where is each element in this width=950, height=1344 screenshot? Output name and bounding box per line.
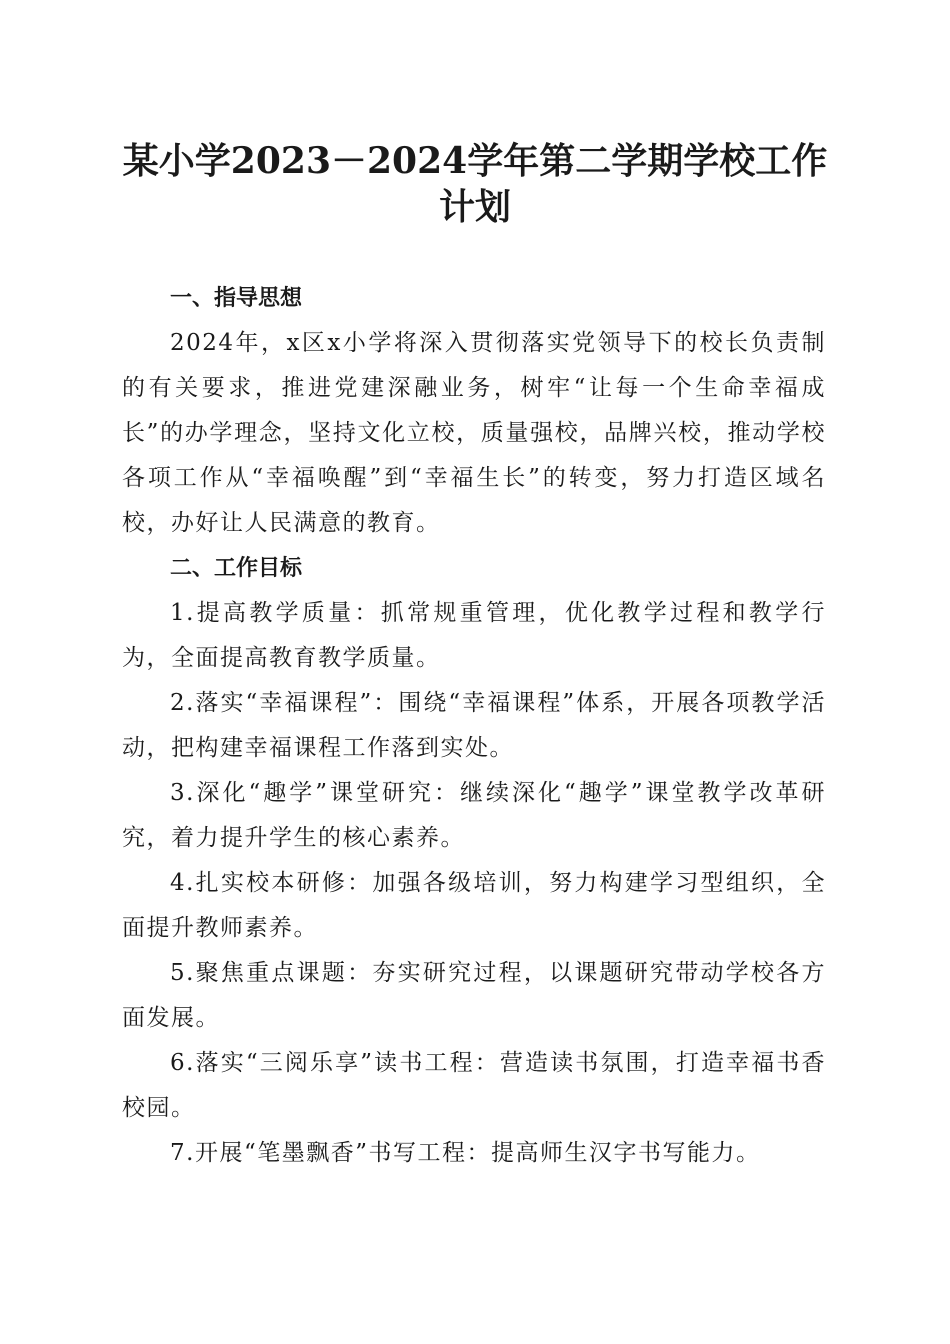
section-heading-guiding-ideology: 一、指导思想 bbox=[170, 286, 303, 311]
goal-item-4: 4.扎实校本研修：加强各级培训，努力构建学习型组织，全面提升教师素养。 bbox=[122, 870, 826, 941]
goal-item-2: 2.落实“幸福课程”：围绕“幸福课程”体系，开展各项教学活动，把构建幸福课程工作落到实处。 bbox=[122, 690, 826, 761]
goal-item-7: 7.开展“笔墨飘香”书写工程：提高师生汉字书写能力。 bbox=[170, 1140, 761, 1166]
goal-item-5: 5.聚焦重点课题：夯实研究过程，以课题研究带动学校各方面发展。 bbox=[122, 960, 826, 1031]
paragraph-guiding-ideology: 2024年，x区x小学将深入贯彻落实党领导下的校长负责制的有关要求，推进党建深融业务，树牢“让每一个生命幸福成长”的办学理念，坚持文化立校，质量强校，品牌兴校，推动学校各项工作从“幸福唤醒”到“幸福生长”的转变，努力打造区域名校，办好让人民满意的教育。 bbox=[122, 330, 826, 536]
goal-item-3: 3.深化“趣学”课堂研究：继续深化“趣学”课堂教学改革研究，着力提升学生的核心素养。 bbox=[122, 780, 826, 851]
goal-item-6: 6.落实“三阅乐享”读书工程：营造读书氛围，打造幸福书香校园。 bbox=[122, 1050, 826, 1121]
document-body bbox=[122, 276, 826, 1176]
goal-item-1: 1.提高教学质量：抓常规重管理，优化教学过程和教学行为，全面提高教育教学质量。 bbox=[122, 600, 826, 671]
section-heading-work-goals: 二、工作目标 bbox=[170, 556, 303, 581]
document-title: 某小学2023－2024学年第二学期学校工作计划 bbox=[122, 140, 828, 228]
